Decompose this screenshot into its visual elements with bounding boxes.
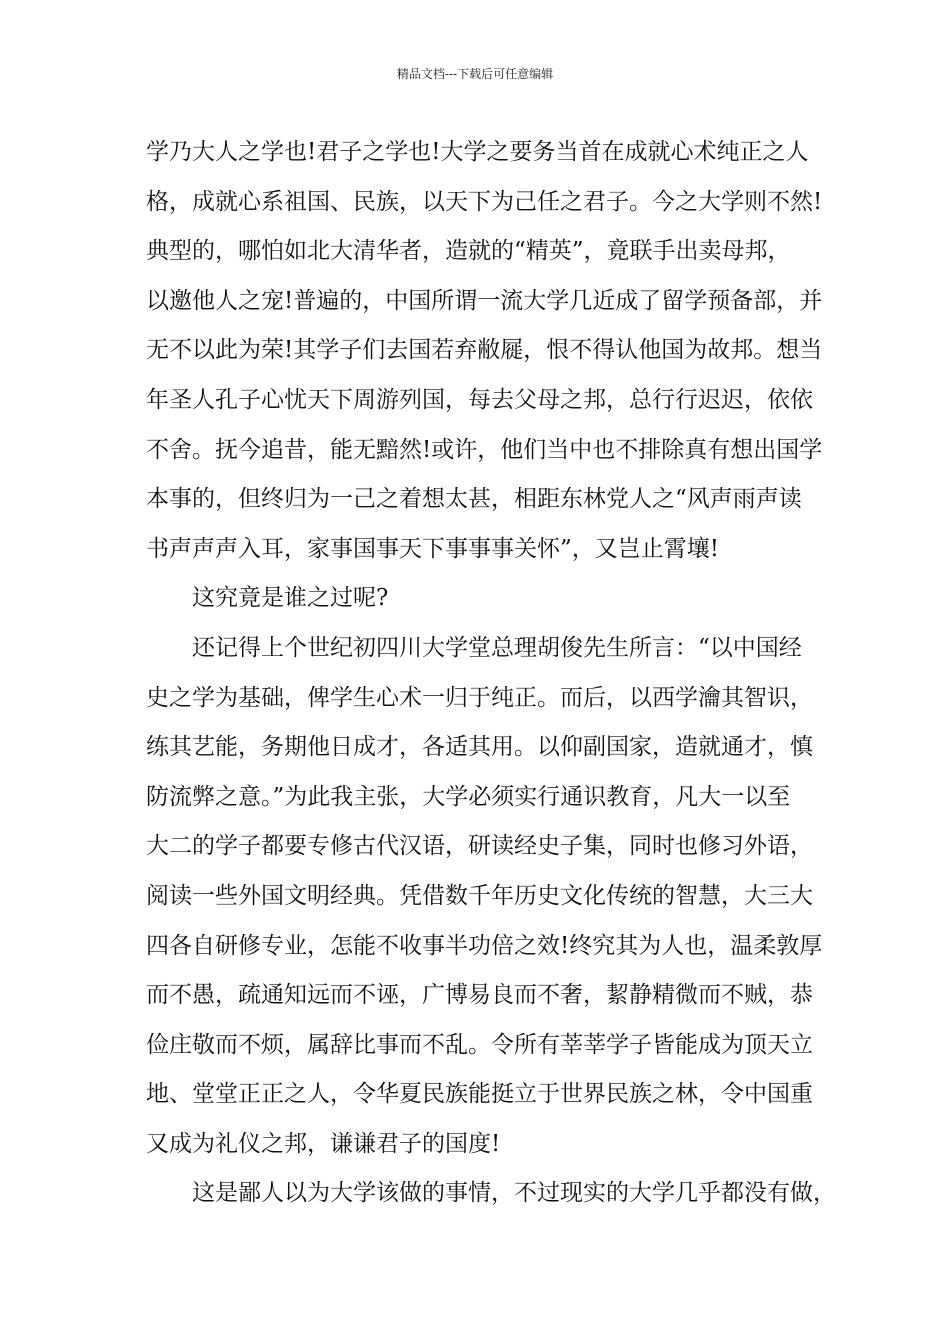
paragraph-start-line: 这是鄙人以为大学该做的事情，不过现实的大学几乎都没有做， [192, 1180, 836, 1207]
document-body [146, 133, 836, 1224]
text-line: 书声声声入耳，家事国事天下事事事关怀”，又岂止霄壤! [146, 535, 720, 562]
text-line: 学乃大人之学也!君子之学也!大学之要务当首在成就心术纯正之人 [146, 139, 809, 165]
text-line: 本事的，但终归为一己之着想太甚，相距东林党人之“风声雨声读 [146, 486, 802, 513]
text-line: 而不愚，疏通知远而不诬，广博易良而不奢，絜静精微而不贼，恭 [146, 982, 813, 1009]
text-line: 地、堂堂正正之人，令华夏民族能挺立于世界民族之林，令中国重 [146, 1081, 813, 1108]
paragraph-start-line: 还记得上个世纪初四川大学堂总理胡俊先生所言：“以中国经 [192, 634, 802, 661]
text-line: 练其艺能，务期他日成才，各适其用。以仰副国家，造就通才，慎 [146, 734, 813, 761]
text-line: 俭庄敬而不烦，属辞比事而不乱。令所有莘莘学子皆能成为顶天立 [146, 1031, 813, 1058]
text-line: 史之学为基础，俾学生心术一归于纯正。而后，以西学瀹其智识， [146, 684, 813, 711]
text-line: 以邀他人之宠!普遍的，中国所谓一流大学几近成了留学预备部，并 [146, 287, 823, 314]
page-header: 精品文档---下载后可任意编辑 [396, 67, 554, 81]
text-line: 年圣人孔子心忧天下周游列国，每去父母之邦，总行行迟迟，依依 [146, 386, 813, 413]
text-line: 无不以此为荣!其学子们去国若弃敝屣，恨不得认他国为故邦。想当 [146, 337, 823, 364]
paragraph-start-line: 这究竟是谁之过呢? [192, 585, 389, 612]
text-line: 防流弊之意。”为此我主张，大学必须实行通识教育，凡大一以至 [146, 783, 791, 810]
text-line: 格，成就心系祖国、民族，以天下为己任之君子。今之大学则不然! [146, 188, 823, 215]
text-line: 又成为礼仪之邦，谦谦君子的国度! [146, 1130, 501, 1157]
text-line: 典型的，哪怕如北大清华者，造就的“精英”，竟联手出卖母邦， [146, 238, 791, 265]
text-line: 不舍。抚今追昔，能无黯然!或许，他们当中也不排除真有想出国学 [146, 436, 823, 463]
text-line: 四各自研修专业，怎能不收事半功倍之效!终究其为人也，温柔敦厚 [146, 932, 823, 959]
text-line: 大二的学子都要专修古代汉语，研读经史子集，同时也修习外语， [146, 833, 813, 860]
text-line: 阅读一些外国文明经典。凭借数千年历史文化传统的智慧，大三大 [146, 882, 813, 909]
